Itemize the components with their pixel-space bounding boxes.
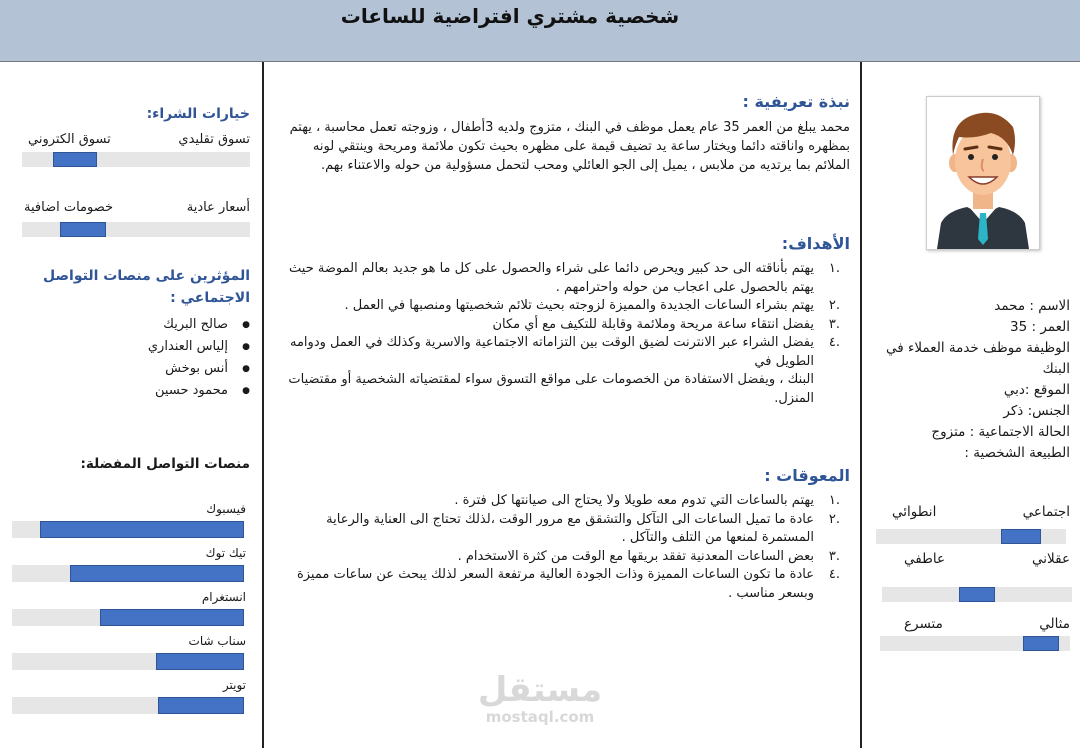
list-item <box>276 260 850 297</box>
list-item <box>276 316 850 335</box>
purchase-marker <box>60 222 106 237</box>
platform-track <box>12 565 244 582</box>
item-text: يفضل انتقاء ساعة مريحة وملائمة وقابلة للتكيف مع أي مكان <box>492 316 814 332</box>
item-number: .٣ <box>828 316 840 332</box>
obstacles-list <box>276 492 850 603</box>
profile-location: الموقع :دبي <box>1003 382 1070 398</box>
influencer-item: محمود حسين ● <box>148 380 250 402</box>
item-number: .٢ <box>828 298 840 313</box>
trait-label-right: اجتماعي <box>1022 504 1070 520</box>
purchase-option-right: تسوق تقليدي <box>178 132 250 147</box>
purchase-option-left: خصومات اضافية <box>24 200 114 215</box>
purchase-option-left: تسوق الكتروني <box>28 132 111 147</box>
page-title: شخصية مشتري افتراضية للساعات <box>340 4 680 28</box>
list-item <box>276 334 850 371</box>
profile-name: الاسم : محمد <box>994 298 1070 314</box>
item-number: .١ <box>828 493 840 508</box>
trait-label-left: عاطفي <box>904 551 945 567</box>
platform-label: تويتر <box>222 678 246 692</box>
platform-label: فيسبوك <box>206 502 246 516</box>
trait-scale <box>880 636 1070 651</box>
item-number: .٢ <box>828 511 840 527</box>
avatar-illustration <box>927 97 1039 249</box>
list-item <box>276 566 850 603</box>
platform-track <box>12 653 244 670</box>
profile-info <box>872 296 1070 464</box>
trait-scale <box>876 529 1066 544</box>
platform-bar <box>156 653 244 670</box>
list-item <box>276 548 850 567</box>
trait-label-right: مثالي <box>1039 616 1070 632</box>
profile-age: العمر : 35 <box>1010 319 1070 335</box>
purchase-scale <box>22 152 250 167</box>
profile-nature: الطبيعة الشخصية : <box>964 445 1070 461</box>
profile-gender: الجنس: ذكر <box>1003 403 1070 419</box>
item-text: عادة ما تكون الساعات المميزة وذات الجودة العالية مرتفعة السعر لذلك يبحث عن ساعات مميزة وبسعر مناسب . <box>296 567 814 601</box>
purchase-marker <box>53 152 97 167</box>
influencers-list <box>148 314 250 402</box>
platform-bar <box>100 609 244 626</box>
trait-marker <box>1023 636 1059 651</box>
preferences-column <box>0 62 262 748</box>
influencers-title: المؤثرين على منصات التواصل <box>43 268 250 284</box>
page-header <box>0 0 1080 62</box>
trait-label-left: متسرع <box>904 616 943 632</box>
trait-label-left: انطوائي <box>892 504 937 520</box>
platform-label: انستغرام <box>201 590 246 604</box>
item-number: .٤ <box>828 567 840 582</box>
list-item <box>276 297 850 316</box>
item-text: يهتم بأناقته الى حد كبير ويحرص دائما على شراء والحصول على كل ما هو جديد بعالم الموضة حيث يهتم بالحصول على اعجاب من حوله واحترامهم . <box>289 261 814 295</box>
platform-track <box>12 521 244 538</box>
platform-bar <box>40 521 244 538</box>
platform-bar <box>70 565 244 582</box>
influencer-item: إلياس العنداري ● <box>148 336 250 358</box>
platform-label: تيك توك <box>205 546 246 560</box>
trait-scale <box>882 587 1072 602</box>
watermark-logo: مستقل <box>477 670 603 710</box>
influencer-item: صالح البريك ● <box>148 314 250 336</box>
intro-text: محمد يبلغ من العمر 35 عام يعمل موظف في البنك ، متزوج ولديه 3أطفال ، وزوجته تعمل محاسبة ، يهتم بمظهره واناقته دائما ويختار ساعة يد تضيف قيمة على مظهره بحيث تكون ملائمة ومريحة وينتقي لونه الملائم بما يرتديه من ملابس ، يميل إلى الجو العائلي ومحب لتحمل مسؤولية من حوله والاعتناء بهم. <box>289 120 850 173</box>
influencers-title-cont: الاجتماعي : <box>170 290 250 306</box>
item-number: .٣ <box>828 548 840 564</box>
item-text: يفضل الشراء عبر الانترنت لضيق الوقت بين التزاماته الاجتماعية والاسرية وكذلك في العمل ودوامه الطويل في <box>290 335 814 369</box>
item-continuation: البنك ، ويفضل الاستفادة من الخصومات على مواقع التسوق سواء لمقتضياته الشخصية أو مقتضيات المنزل. <box>288 372 814 406</box>
details-column <box>262 62 862 748</box>
item-number: .٤ <box>828 335 840 350</box>
list-item <box>276 492 850 511</box>
item-text: عادة ما تميل الساعات الى التآكل والتشقق مع مرور الوقت ،لذلك تحتاج الى العناية والرعاية المستمرة لمنعها من التلف والتآكل . <box>326 511 814 545</box>
avatar <box>926 96 1040 250</box>
platform-track <box>12 697 244 714</box>
item-text: يهتم بشراء الساعات الجديدة والمميزة لزوجته بحيث تلائم شخصيتها ومنصبها في العمل . <box>344 298 814 313</box>
influencer-item: أنس بوخش ● <box>148 358 250 380</box>
profile-marital: الحالة الاجتماعية : متزوج <box>931 424 1070 440</box>
platform-label: سناب شات <box>188 634 246 648</box>
intro-title: نبذة تعريفية : <box>742 92 850 111</box>
item-text: بعض الساعات المعدنية تفقد بريقها مع الوقت من كثرة الاستخدام . <box>457 548 814 564</box>
watermark <box>470 672 610 726</box>
platforms-title: منصات التواصل المفضلة: <box>80 456 250 472</box>
goals-title: الأهداف: <box>781 234 850 253</box>
profile-job: الوظيفة موظف خدمة العملاء في البنك <box>885 340 1070 377</box>
profile-column <box>862 62 1080 748</box>
item-text: يهتم بالساعات التي تدوم معه طويلا ولا يحتاج الى صيانتها كل فترة . <box>454 493 814 508</box>
trait-marker <box>959 587 995 602</box>
purchase-title: خيارات الشراء: <box>146 106 250 122</box>
purchase-option-right: أسعار عادية <box>186 200 250 215</box>
purchase-scale <box>22 222 250 237</box>
watermark-url: mostaql.com <box>485 708 595 726</box>
obstacles-title: المعوقات : <box>764 466 850 485</box>
trait-marker <box>1001 529 1041 544</box>
item-number: .١ <box>828 261 840 276</box>
list-item <box>276 511 850 548</box>
platform-track <box>12 609 244 626</box>
goals-list <box>276 260 850 408</box>
trait-label-right: عقلاني <box>1032 551 1070 567</box>
platform-bar <box>158 697 244 714</box>
